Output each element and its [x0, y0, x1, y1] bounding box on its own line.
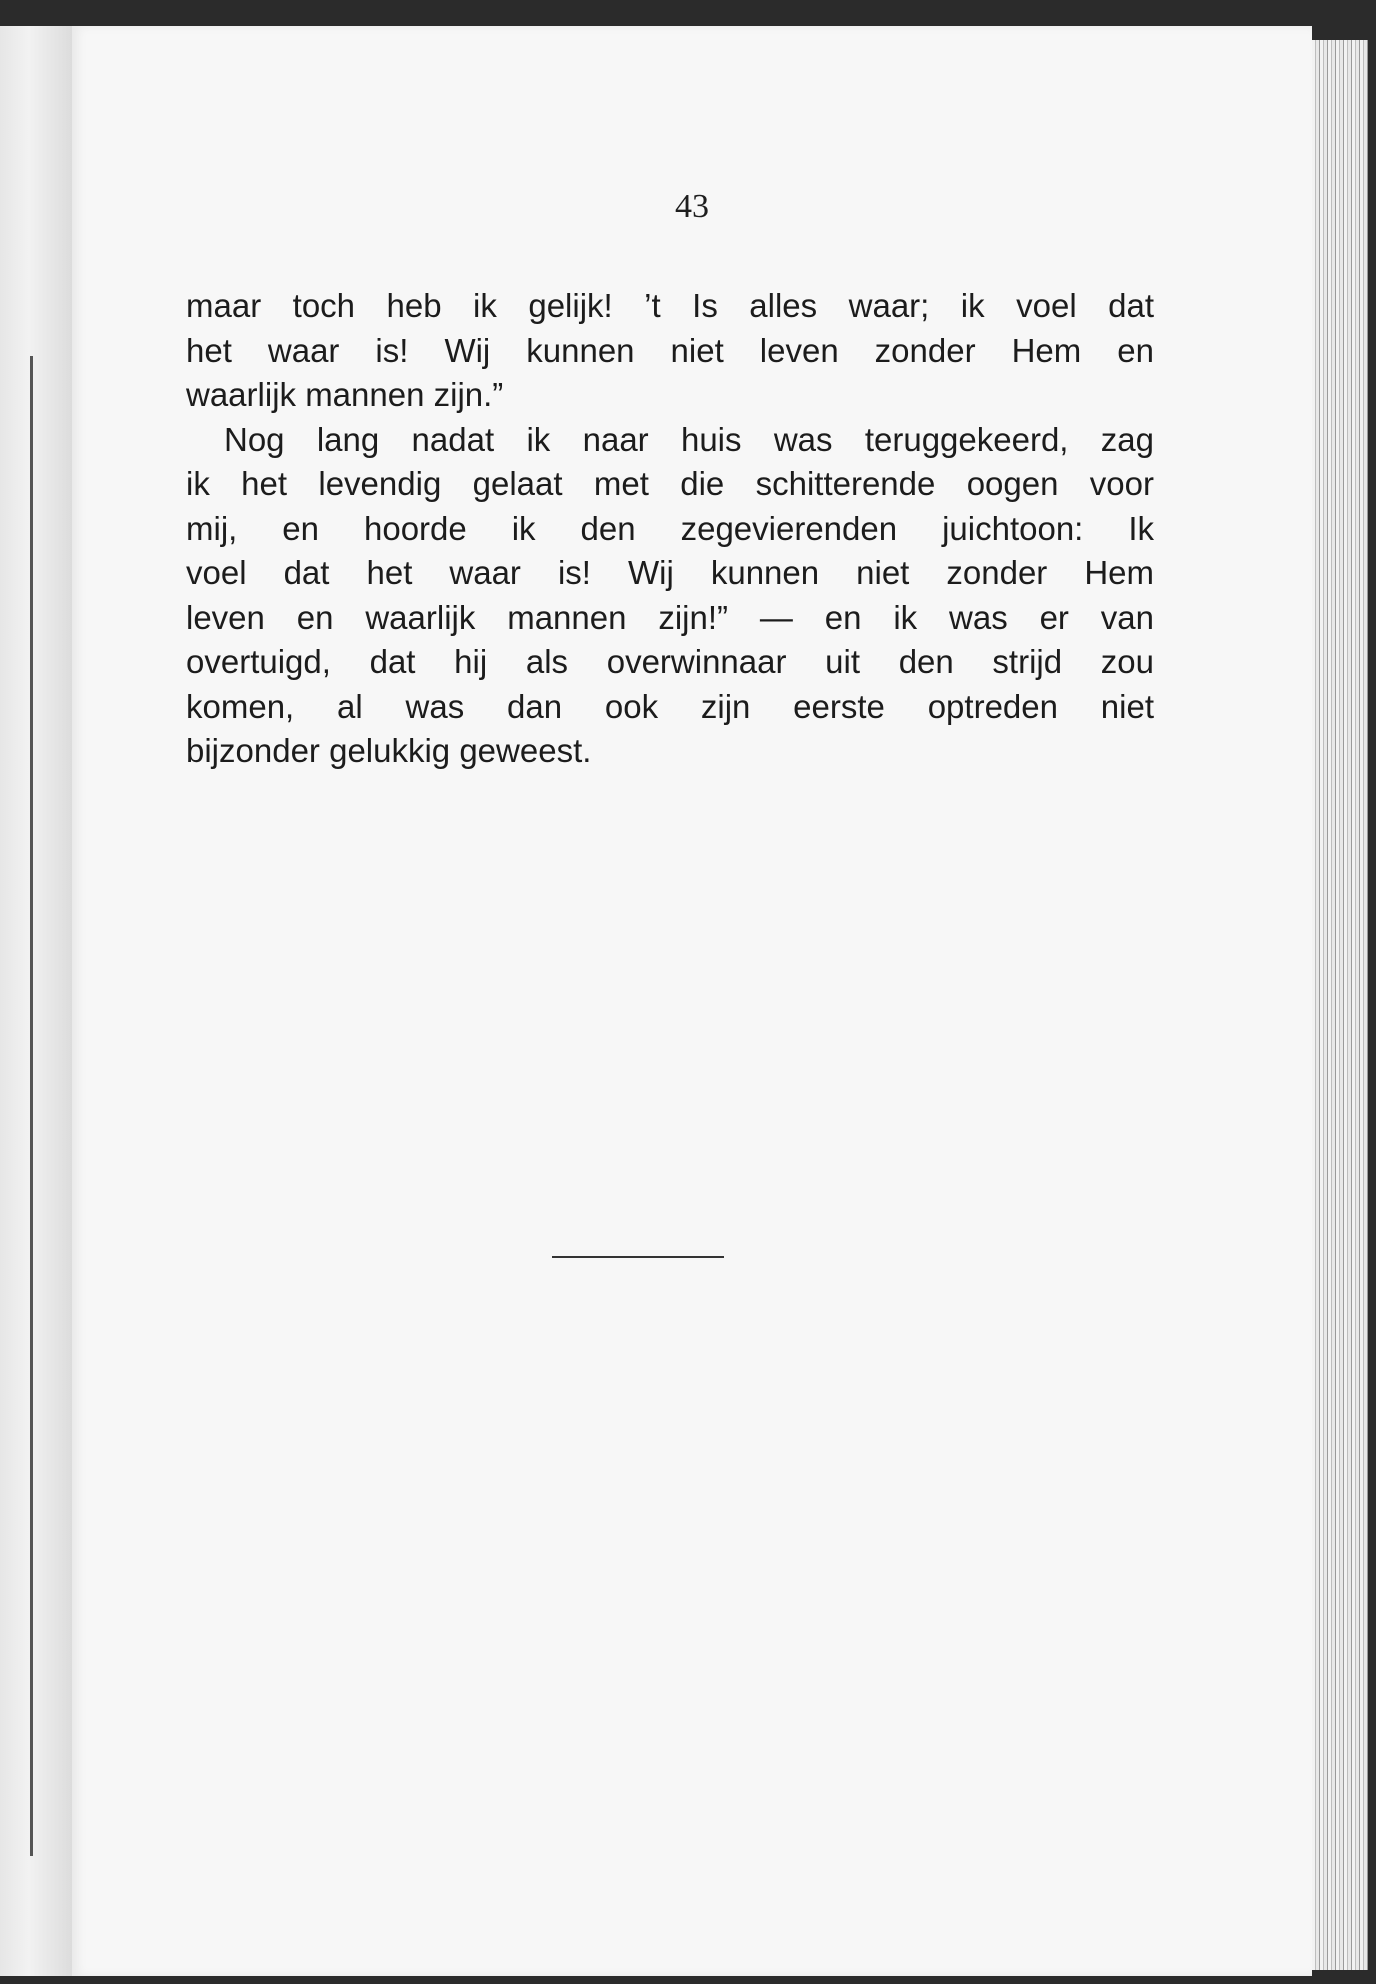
section-end-rule	[552, 1256, 724, 1258]
book-page	[72, 26, 1312, 1976]
text-line: ik het levendig gelaat met die schitterende oogen voor	[186, 465, 1154, 502]
text-line: Nog lang nadat ik naar huis was teruggekeerd, zag	[224, 420, 1154, 458]
left-page-edge	[0, 26, 72, 1976]
text-line: mij, en hoorde ik den zegevierenden juichtoon: Ik	[186, 509, 1154, 547]
text-line: leven en waarlijk mannen zijn!” — en ik was er van	[186, 598, 1154, 636]
text-line: maar toch heb ik gelijk! ’t Is alles waar; ik voel dat	[186, 287, 1154, 324]
page-number: 43	[675, 188, 709, 225]
text-line: bijzonder gelukkig geweest.	[186, 732, 592, 769]
text-line: waarlijk mannen zijn.”	[186, 376, 504, 413]
text-line: voel dat het waar is! Wij kunnen niet zonder Hem	[186, 554, 1154, 591]
text-line: het waar is! Wij kunnen niet leven zonder Hem en	[186, 331, 1154, 369]
text-line: overtuigd, dat hij als overwinnaar uit den strijd zou	[186, 643, 1154, 680]
left-page-shadow-line	[30, 356, 33, 1856]
body-text	[186, 284, 1154, 774]
text-line: komen, al was dan ook zijn eerste optreden niet	[186, 687, 1154, 725]
page-stack-edge	[1312, 40, 1368, 1970]
